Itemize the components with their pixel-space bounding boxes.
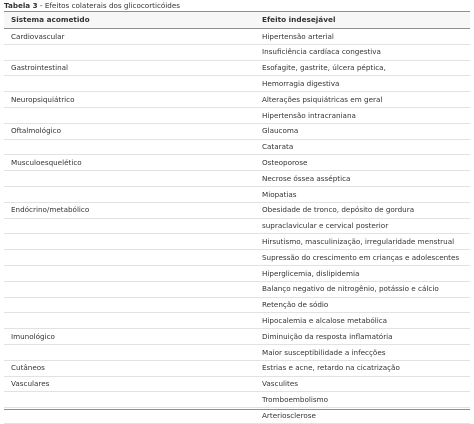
table-row: [4, 171, 470, 187]
table-header-row: [4, 11, 470, 29]
cell-system: Oftalmológico: [11, 126, 61, 136]
table-row: [4, 298, 470, 314]
table-row: [4, 345, 470, 361]
cell-system: Gastrointestinal: [11, 63, 69, 73]
cell-system: Vasculares: [11, 379, 50, 389]
table-row: [4, 140, 470, 156]
cell-effect: Glaucoma: [262, 126, 299, 136]
cell-system: Musculoesquelético: [11, 157, 82, 167]
cell-effect: Miopatias: [262, 189, 297, 199]
cell-effect: Vasculites: [262, 379, 298, 389]
cell-effect: Supressão do crescimento em crianças e adolescentes: [262, 252, 460, 262]
cell-effect: supraclavicular e cervical posterior: [262, 221, 389, 231]
cell-effect: Retenção de sódio: [262, 300, 329, 310]
table-row: [4, 361, 470, 377]
table-row: [4, 124, 470, 140]
table-row: [4, 187, 470, 203]
cell-system: Cardiovascular: [11, 31, 65, 41]
side-effects-table: [4, 11, 470, 424]
cell-effect: Hemorragia digestiva: [262, 78, 340, 88]
table-row: [4, 329, 470, 345]
table-bottom-rule: [4, 409, 470, 410]
table-row: [4, 203, 470, 219]
table-row: [4, 266, 470, 282]
table-row: [4, 155, 470, 171]
header-system: Sistema acometido: [11, 15, 90, 24]
table-row: [4, 313, 470, 329]
table-body: [4, 29, 470, 424]
cell-effect: Catarata: [262, 142, 294, 152]
table-row: [4, 108, 470, 124]
cell-effect: Hipertensão arterial: [262, 31, 334, 41]
cell-system: Neuropsiquiátrico: [11, 94, 75, 104]
cell-system: Cutâneos: [11, 363, 45, 373]
cell-effect: Esofagite, gastrite, úlcera péptica,: [262, 63, 386, 73]
cell-effect: Hirsutismo, masculinização, irregularidade menstrual: [262, 236, 455, 246]
header-effect: Efeito indesejável: [262, 15, 336, 24]
table-row: [4, 61, 470, 77]
table-row: [4, 377, 470, 393]
cell-effect: Osteoporose: [262, 157, 308, 167]
cell-effect: Tromboembolismo: [262, 394, 329, 404]
table-row: [4, 45, 470, 61]
cell-effect: Estrias e acne, retardo na cicatrização: [262, 363, 400, 373]
cell-effect: Hiperglicemia, dislipidemia: [262, 268, 360, 278]
table-row: [4, 219, 470, 235]
table-row: [4, 250, 470, 266]
table-row: [4, 392, 470, 408]
cell-system: Imunológico: [11, 331, 55, 341]
cell-effect: Arteriosclerose: [262, 410, 316, 420]
table-row: [4, 282, 470, 298]
cell-effect: Diminuição da resposta inflamatória: [262, 331, 393, 341]
cell-effect: Obesidade de tronco, depósito de gordura: [262, 205, 415, 215]
cell-effect: Hipocalemia e alcalose metabólica: [262, 315, 388, 325]
table-row: [4, 92, 470, 108]
cell-effect: Balanço negativo de nitrogênio, potássio e cálcio: [262, 284, 439, 294]
table-row: [4, 76, 470, 92]
cell-system: Endócrino/metabólico: [11, 205, 90, 215]
table-caption-label: Tabela 3: [4, 1, 38, 10]
cell-effect: Alterações psiquiátricas em geral: [262, 94, 383, 104]
table-caption-text: - Efeitos colaterais dos glicocorticóides: [37, 1, 181, 10]
cell-effect: Insuficiência cardíaca congestiva: [262, 47, 381, 57]
cell-effect: Maior susceptibilidade a infecções: [262, 347, 386, 357]
cell-effect: Hipertensão intracraniana: [262, 110, 356, 120]
table-caption: [4, 1, 180, 10]
table-row: [4, 29, 470, 45]
table-row: [4, 234, 470, 250]
cell-effect: Necrose óssea asséptica: [262, 173, 351, 183]
table-row: [4, 408, 470, 424]
